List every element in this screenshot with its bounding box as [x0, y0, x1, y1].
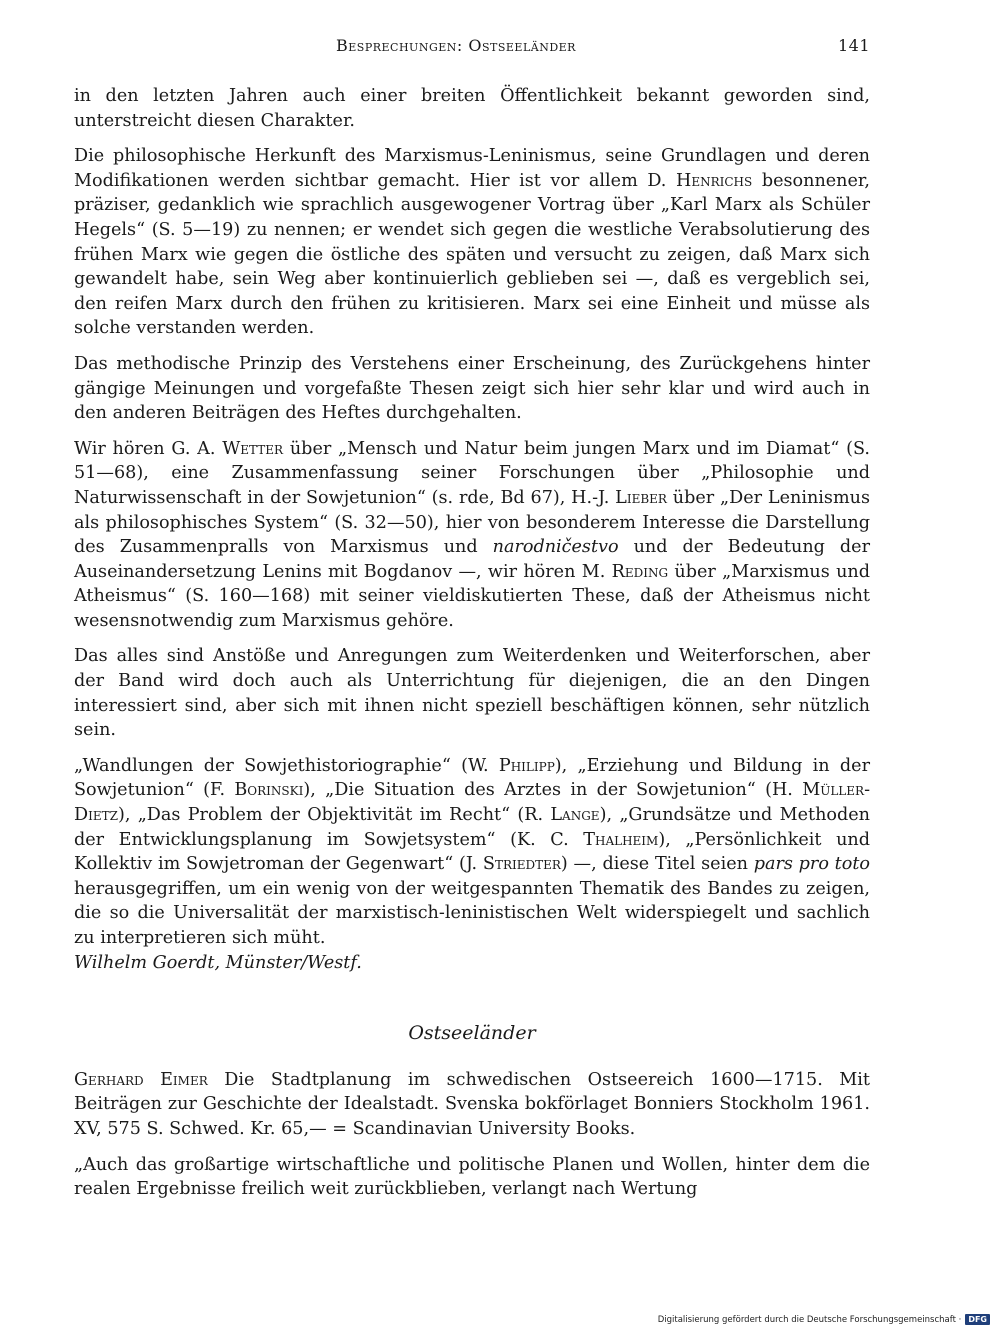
author-name: Philipp — [498, 755, 555, 776]
text-run: ), „Persönlichkeit und Kollektiv im Sowjetroman der Gegenwart“ (J. — [74, 829, 870, 875]
author-name: Müller-Dietz — [74, 780, 871, 826]
paragraph-1: in den letzten Jahren auch einer breiten Öffentlichkeit bekannt geworden sind, unterstreicht diesen Charakter. — [74, 86, 870, 131]
running-header — [74, 36, 870, 60]
header-title: Besprechungen: Ostseeländer — [336, 36, 576, 55]
italic-term: pars pro toto — [753, 854, 870, 875]
text-run: über „Der Leninismus als philosophisches System“ (S. 32—50), hier von besonderem Interesse die Darstellung des Zusammenpralls von Marxismus und — [74, 487, 870, 558]
author-name: Gerhard Eimer — [74, 1069, 208, 1090]
text-run: ), „Erziehung und Bildung in der Sowjetunion“ (F. — [74, 755, 870, 801]
author-name: Wetter — [222, 438, 284, 459]
document-body — [74, 84, 870, 1213]
paragraph-3: Das methodische Prinzip des Verstehens einer Erscheinung, des Zurückgehens hinter gängige Meinungen und vorgefaßte Thesen zeigt sich hier sehr klar und wird auch in den anderen Beiträgen des Heftes durchgehalten. — [74, 353, 870, 424]
text-run: ) —, diese Titel seien — [560, 854, 754, 875]
text-run: ), „Das Problem der Objektivität im Recht“ (R. — [117, 805, 551, 826]
text-run: Wir hören G. A. — [74, 438, 223, 459]
text-run: ), „Die Situation des Arztes in der Sowjetunion“ (H. — [303, 780, 803, 801]
paragraph-5: Das alles sind Anstöße und Anregungen zum Weiterdenken und Weiterforschen, aber der Band wird doch auch als Unterrichtung für diejenigen, die an den Dingen interessiert sind, aber sich mit ihnen nicht speziell beschäftigen können, sehr nützlich sein. — [74, 646, 870, 741]
section-title: Ostseeländer — [408, 1022, 536, 1045]
author-name: Striedter — [482, 854, 561, 875]
dfg-logo: DFG — [965, 1314, 990, 1325]
review-signature: Wilhelm Goerdt, Münster/Westf. — [74, 952, 362, 973]
text-run: über „Marxismus und Atheismus“ (S. 160—168) mit seiner vieldiskutierten These, daß der Atheismus nicht wesensnotwendig zum Marxismus gehöre. — [74, 561, 870, 631]
text-run: Die Stadtplanung im schwedischen Ostseereich 1600—1715. Mit Beiträgen zur Geschichte der Idealstadt. Svenska bokförlaget Bonniers Stockholm 1961. XV, 575 S. Schwed. Kr. 65,— = Scandinavian University Books. — [74, 1069, 870, 1139]
text-run: über „Mensch und Natur beim jungen Marx und im Diamat“ (S. 51—68), eine Zusammenfassung seiner Forschungen über „Philosophie und Naturwissenschaft in der Sowjetunion“ (s. rde, Bd 67), H.-J. — [74, 438, 870, 508]
author-name: Borinski — [234, 780, 304, 801]
paragraph-6 — [74, 754, 870, 951]
author-name: Reding — [611, 561, 669, 582]
text-run: „Wandlungen der Sowjethistoriographie“ (W. — [74, 755, 499, 776]
author-name: Thalheim — [583, 829, 659, 850]
author-name: Lange — [550, 805, 600, 826]
text-run: und der Bedeutung der Auseinandersetzung Lenins mit Bogdanov —, wir hören M. — [74, 537, 870, 582]
footer-text: Digitalisierung gefördert durch die Deutsche Forschungsgemeinschaft · — [657, 1314, 962, 1325]
page-number: 141 — [837, 36, 870, 55]
author-name: Henrichs — [675, 170, 753, 191]
paragraph-2 — [74, 144, 870, 341]
text-run: Die philosophische Herkunft des Marxismus-Leninismus, seine Grundlagen und deren Modifikationen werden sichtbar gemacht. Hier ist vor allem D. — [74, 146, 870, 191]
paragraph-last: „Auch das großartige wirtschaftliche und politische Planen und Wollen, hinter dem die realen Ergebnisse freilich weit zurückblieben, verlangt nach Wertung — [74, 1154, 870, 1200]
digitization-footer — [658, 1314, 990, 1325]
text-run: herausgegriffen, um ein wenig von der weitgespannten Thematik des Bandes zu zeigen, die so die Universalität der marxistisch-leninistischen Welt widerspiegelt und sachlich zu interpretieren sich müht. — [74, 878, 870, 948]
italic-term: narodničestvo — [492, 537, 619, 558]
text-run: besonnener, präziser, gedanklich wie sprachlich ausgewogener Vortrag über „Karl Marx als Schüler Hegels“ (S. 5—19) zu nennen; er wendet sich gegen die westliche Verabsolutierung des frühen Marx wie gegen die östliche des späten und versucht zu zeigen, daß Marx sich gewandelt habe, sein Weg aber kontinuierlich geblieben sei —, daß es vergeblich sei, den reifen Marx durch den frühen zu kritisieren. Marx sei eine Einheit und müsse als solche verstanden werden. — [74, 170, 870, 339]
bibliographic-entry — [74, 1068, 870, 1142]
text-run: ), „Grundsätze und Methoden der Entwicklungsplanung im Sowjetsystem“ (K. C. — [74, 805, 871, 850]
paragraph-4 — [74, 437, 870, 634]
author-name: Lieber — [615, 487, 667, 508]
